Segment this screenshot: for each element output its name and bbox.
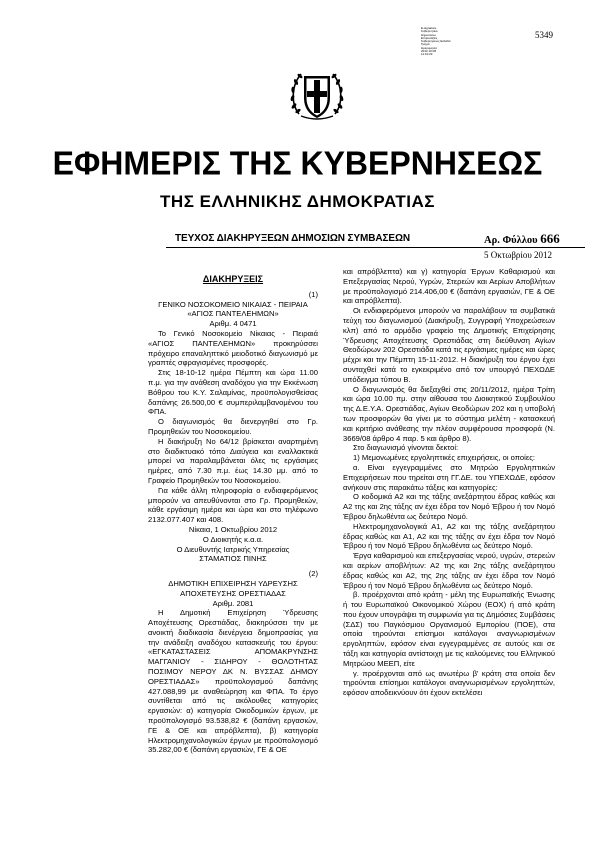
- header-rule: [166, 247, 585, 248]
- centered-line: ΣΤΑΜΑΤΙΟΣ ΠΙΝΗΣ: [199, 554, 267, 564]
- paragraph: α. Είναι εγγεγραμμένες στο Μητρώο Εργοληπτικών Επιχειρήσεων που τηρείται στη ΓΓ.ΔΕ. του ΥΠΕΧΩΔΕ, εφόσον ανήκουν στις παρακάτω τάξεις και κατηγορίες:: [343, 462, 555, 492]
- centered-line: Αριθμ. 2081: [212, 598, 254, 608]
- right-column: [343, 267, 555, 698]
- stamp-line: Ημερομηνία: [421, 46, 437, 50]
- issue-type: ΤΕΥΧΟΣ ΔΙΑΚΗΡΥΞΕΩΝ ΔΗΜΟΣΙΩΝ ΣΥΜΒΑΣΕΩΝ: [175, 233, 410, 244]
- centered-line: ΔΗΜΟΤΙΚΗ ΕΠΙΧΕΙΡΗΣΗ ΥΔΡΕΥΣΗΣ ΑΠΟΧΕΤΕΥΣΗΣ ΟΡΕΣΤΙΑΔΑΣ: [168, 578, 298, 598]
- stamp-line: E-signature: [421, 27, 437, 30]
- paragraph: β. προέρχονται από κράτη - μέλη της Ευρωπαϊκής Ένωσης ή του Ευρωπαϊκού Οικονομικού Χώρου (ΕΟΧ) ή από κράτη που έχουν υπογράψει τη συμφωνία για τις Δημόσιες Συμβάσεις (ΣΔΣ) του Παγκόσμιου Οργανισμού Εμπορίου (ΠΟΕ), στα οποία τηρούνται επίσημοι κατάλογοι αναγνωρισμένων εργοληπτών, εφόσον είναι εγγεγραμμένες σε αυτούς και σε τάξη και κατηγορία αντίστοιχη με τις καλούμενες του Ελληνικού Μητρώου ΜΕΕΠ, είτε: [343, 590, 555, 668]
- stamp-line: Κυβερνησεως Ελλάδα: [421, 40, 451, 44]
- paragraph: Έργα καθαρισμού και επεξεργασίας νερού, υγρών, στερεών και αερίων αποβλήτων: Α2 της και 2ης τάξης ανεξάρτητου έδρας καθώς και Α2, της 2ης τάξης αν έχει έδρα τον Νομό Έβρου ή τον Νομό Έβρου δηλωθέντα ως δεύτερο Νομό.: [343, 551, 555, 590]
- greek-coat-of-arms-icon: [287, 64, 347, 126]
- notice-number: (1): [308, 289, 318, 299]
- paragraph: Στο διαγωνισμό γίνονται δεκτοί:: [353, 443, 459, 453]
- paragraph: Ο διαγωνισμός θα διενεργηθεί στο Γρ. Προμηθειών του Νοσοκομείου.: [148, 417, 318, 436]
- page-number: 5349: [535, 30, 553, 40]
- paragraph: Για κάθε άλλη πληροφορία ο ενδιαφερόμενος μπορούν να απευθύνονται στο Γρ. Προμηθειών, κάθε εργάσιμη ημέρα και ώρα και στο τηλέφωνο 2132.077.407 και 408.: [148, 485, 318, 525]
- left-column: [148, 267, 318, 755]
- paragraph: Ο διαγωνισμός θα διεξαχθεί στις 20/11/2012, ημέρα Τρίτη και ώρα 10.00 πμ. στην αίθουσα του Διοικητικού Συμβουλίου της Δ.Ε.Υ.Α. Ορεστιάδας, Αγίων Θεοδώρων 202 και η υποβολή των προσφορών θα γίνει με το σύστημα μελέτη - κατασκευή και κριτήριο ανάθεσης την πλέον συμφέρουσα προσφορά (Ν. 3669/08 άρθρο 4 παρ. 5 και άρθρο 8).: [343, 384, 555, 443]
- stamp-line: 2012.10.08: [421, 50, 437, 54]
- centered-line: Ο Διευθυντής Ιατρικής Υπηρεσίας: [176, 544, 290, 554]
- centered-line: Νίκαια, 1 Οκτωβρίου 2012: [188, 524, 278, 534]
- stamp-line: 11:10:23: [421, 53, 433, 57]
- paragraph: Ηλεκτρομηχανολογικά Α1, Α2 και της τάξης ανεξάρτητου έδρας καθώς και Α1, Α2 και της τάξης αν έχει έδρα τον Νομό Έβρου ή τον Νομό Έβρου δηλωθέντα ως δεύτερο Νομό.: [343, 521, 555, 551]
- gazette-subtitle: ΤΗΣ ΕΛΛΗΝΙΚΗΣ ΔΗΜΟΚΡΑΤΙΑΣ: [160, 192, 435, 211]
- stamp-line: Κυβερνητικό: [421, 30, 438, 34]
- paragraph: Ο κοδομικά Α2 και της τάξης ανεξάρτητου έδρας καθώς και Α2 της και 2ης τάξης αν έχει έδρα τον Νομό Έβρου ή τον Νομό Έβρου δηλωθέντα ως δεύτερο Νομό.: [343, 492, 555, 521]
- issue-label: Αρ. Φύλλου: [484, 235, 538, 246]
- issue-number: 666: [540, 231, 560, 246]
- paragraph: Στις 18-10-12 ημέρα Πέμπτη και ώρα 11.00 π.μ. για την ανάθεση αναδόχου για την Εκκένωση Βόθρου του Κ.Υ. Σαλαμίνας, προϋπολογισθείσας δαπάνης 26.500,00 € συμπεριλαμβανομένου του ΦΠΑ.: [148, 368, 318, 417]
- centered-line: ΓΕΝΙΚΟ ΝΟΣΟΚΟΜΕΙΟ ΝΙΚΑΙΑΣ - ΠΕΙΡΑΙΑ «ΑΓΙΟΣ ΠΑΝΤΕΛΕΗΜΩΝ»: [158, 299, 308, 319]
- paragraph: Οι ενδιαφερόμενοι μπορούν να παραλάβουν τα συμβατικά τεύχη του διαγωνισμού (Διακήρυξη, Συγγραφή Υποχρεώσεων κλπ) από το αρμόδιο γραφείο της Δημοτικής Επιχείρησης Ύδρευσης Αποχέτευσης Ορεστιάδας στη διεύθυνση Αγίων Θεοδώρων 202 Ορεστιάδα κατά τις εργάσιμες ημέρες και ώρες μέχρι και την Πέμπτη 15-11-2012. Η διακήρυξη του έργου έχει συνταχθεί κατά το εγκεκριμένο από τον υπουργό ΠΕΧΩΔΕ υπόδειγμα τύπου Β.: [343, 306, 555, 384]
- centered-line: Αριθμ. 4 0471: [209, 319, 257, 329]
- paragraph: Το Γενικό Νοσοκομείο Νίκαιας - Πειραιά «ΑΓΙΟΣ ΠΑΝΤΕΛΕΗΜΩΝ» προκηρύσσει πρόχειρο επαναληπτικό μειοδοτικό διαγωνισμό με γραπτές σφραγισμένες προσφορές.: [148, 328, 318, 368]
- digital-signature-stamp: [421, 27, 471, 57]
- stamp-line: Επιφυλάξεις: [421, 36, 438, 40]
- paragraph: Η διακήρυξη Νο 64/12 βρίσκεται αναρτημένη στο διαδικτυακό τόπο Διαύγεια και εναλλακτικά μπορεί να παραλαμβάνεται όλες τις εργάσιμες ημέρες, από 7.30 π.μ. έως 14.30 μμ. από το Γραφείο Προμηθειών του Νοσοκομείου.: [148, 436, 318, 485]
- gazette-title: ΕΦΗΜΕΡΙΣ ΤΗΣ ΚΥΒΕΡΝΗΣΕΩΣ: [52, 144, 543, 182]
- paragraph: γ. προέρχονται από ως ανωτέρω β' κράτη στα οποία δεν τηρούνται επίσημοι κατάλογοι αναγνωρισμένων εργοληπτών, εφόσον αποδεικνύουν ότι έχουν εκτελέσει: [343, 668, 555, 698]
- paragraph: 1) Μεμονωμένες εργοληπτικές επιχειρήσεις, οι οποίες:: [353, 453, 535, 463]
- centered-line: Ο Διοικητής κ.α.α.: [202, 534, 264, 544]
- section-heading: ΔΙΑΚΗΡΥΞΕΙΣ: [202, 274, 264, 284]
- paragraph: Η Δημοτική Επιχείρηση Ύδρευσης Αποχέτευσης Ορεστιάδας, διακηρύσσει την με ανοικτή διαδικασία διενέργεια δημοπρασίας για την ανάδειξη αναδόχου κατασκευής του έργου: «ΕΓΚΑΤΑΣΤΑΣΕΙΣ ΑΠΟΜΑΚΡΥΝΣΗΣ ΜΑΓΓΑΝΙΟΥ - ΣΙΔΗΡΟΥ - ΘΟΛΟΤΗΤΑΣ ΠΟΣΙΜΟΥ ΝΕΡΟΥ ΔΚ Ν. ΒΥΣΣΑΣ ΔΗΜΟΥ ΟΡΕΣΤΙΑΔΑΣ» προϋπολογισμού δαπάνης 427.088,99 με αναθεώρηση και ΦΠΑ. Το έργο συντίθεται από τις ακόλουθες κατηγορίες εργασιών: α) κατηγορία Οικοδομικών έργων, με προϋπολογισμό 93.538,82 € (δαπάνη εργασιών, ΓΕ & ΟΕ και απρόβλεπτα), β) κατηγορία Ηλεκτρομηχανολογικών έργων με προϋπολογισμό 35.282,00 € (δαπάνη εργασιών, ΓΕ & ΟΕ: [148, 608, 318, 755]
- stamp-line: Δημοσιεύω: [421, 33, 436, 37]
- paragraph: και απρόβλεπτα) και γ) κατηγορία Έργων Καθαρισμού και Επεξεργασίας Νερού, Υγρών, Στερεών και Αερίων Αποβλήτων με προϋπολογισμό 214.406,00 € (δαπάνη εργασιών, ΓΕ & ΟΕ και απρόβλεπτα).: [343, 267, 555, 306]
- stamp-line: Τμήμα: [421, 43, 430, 47]
- issue-date: 5 Οκτωβρίου 2012: [484, 250, 553, 260]
- issue-number-block: [484, 231, 560, 247]
- notice-number: (2): [308, 569, 318, 579]
